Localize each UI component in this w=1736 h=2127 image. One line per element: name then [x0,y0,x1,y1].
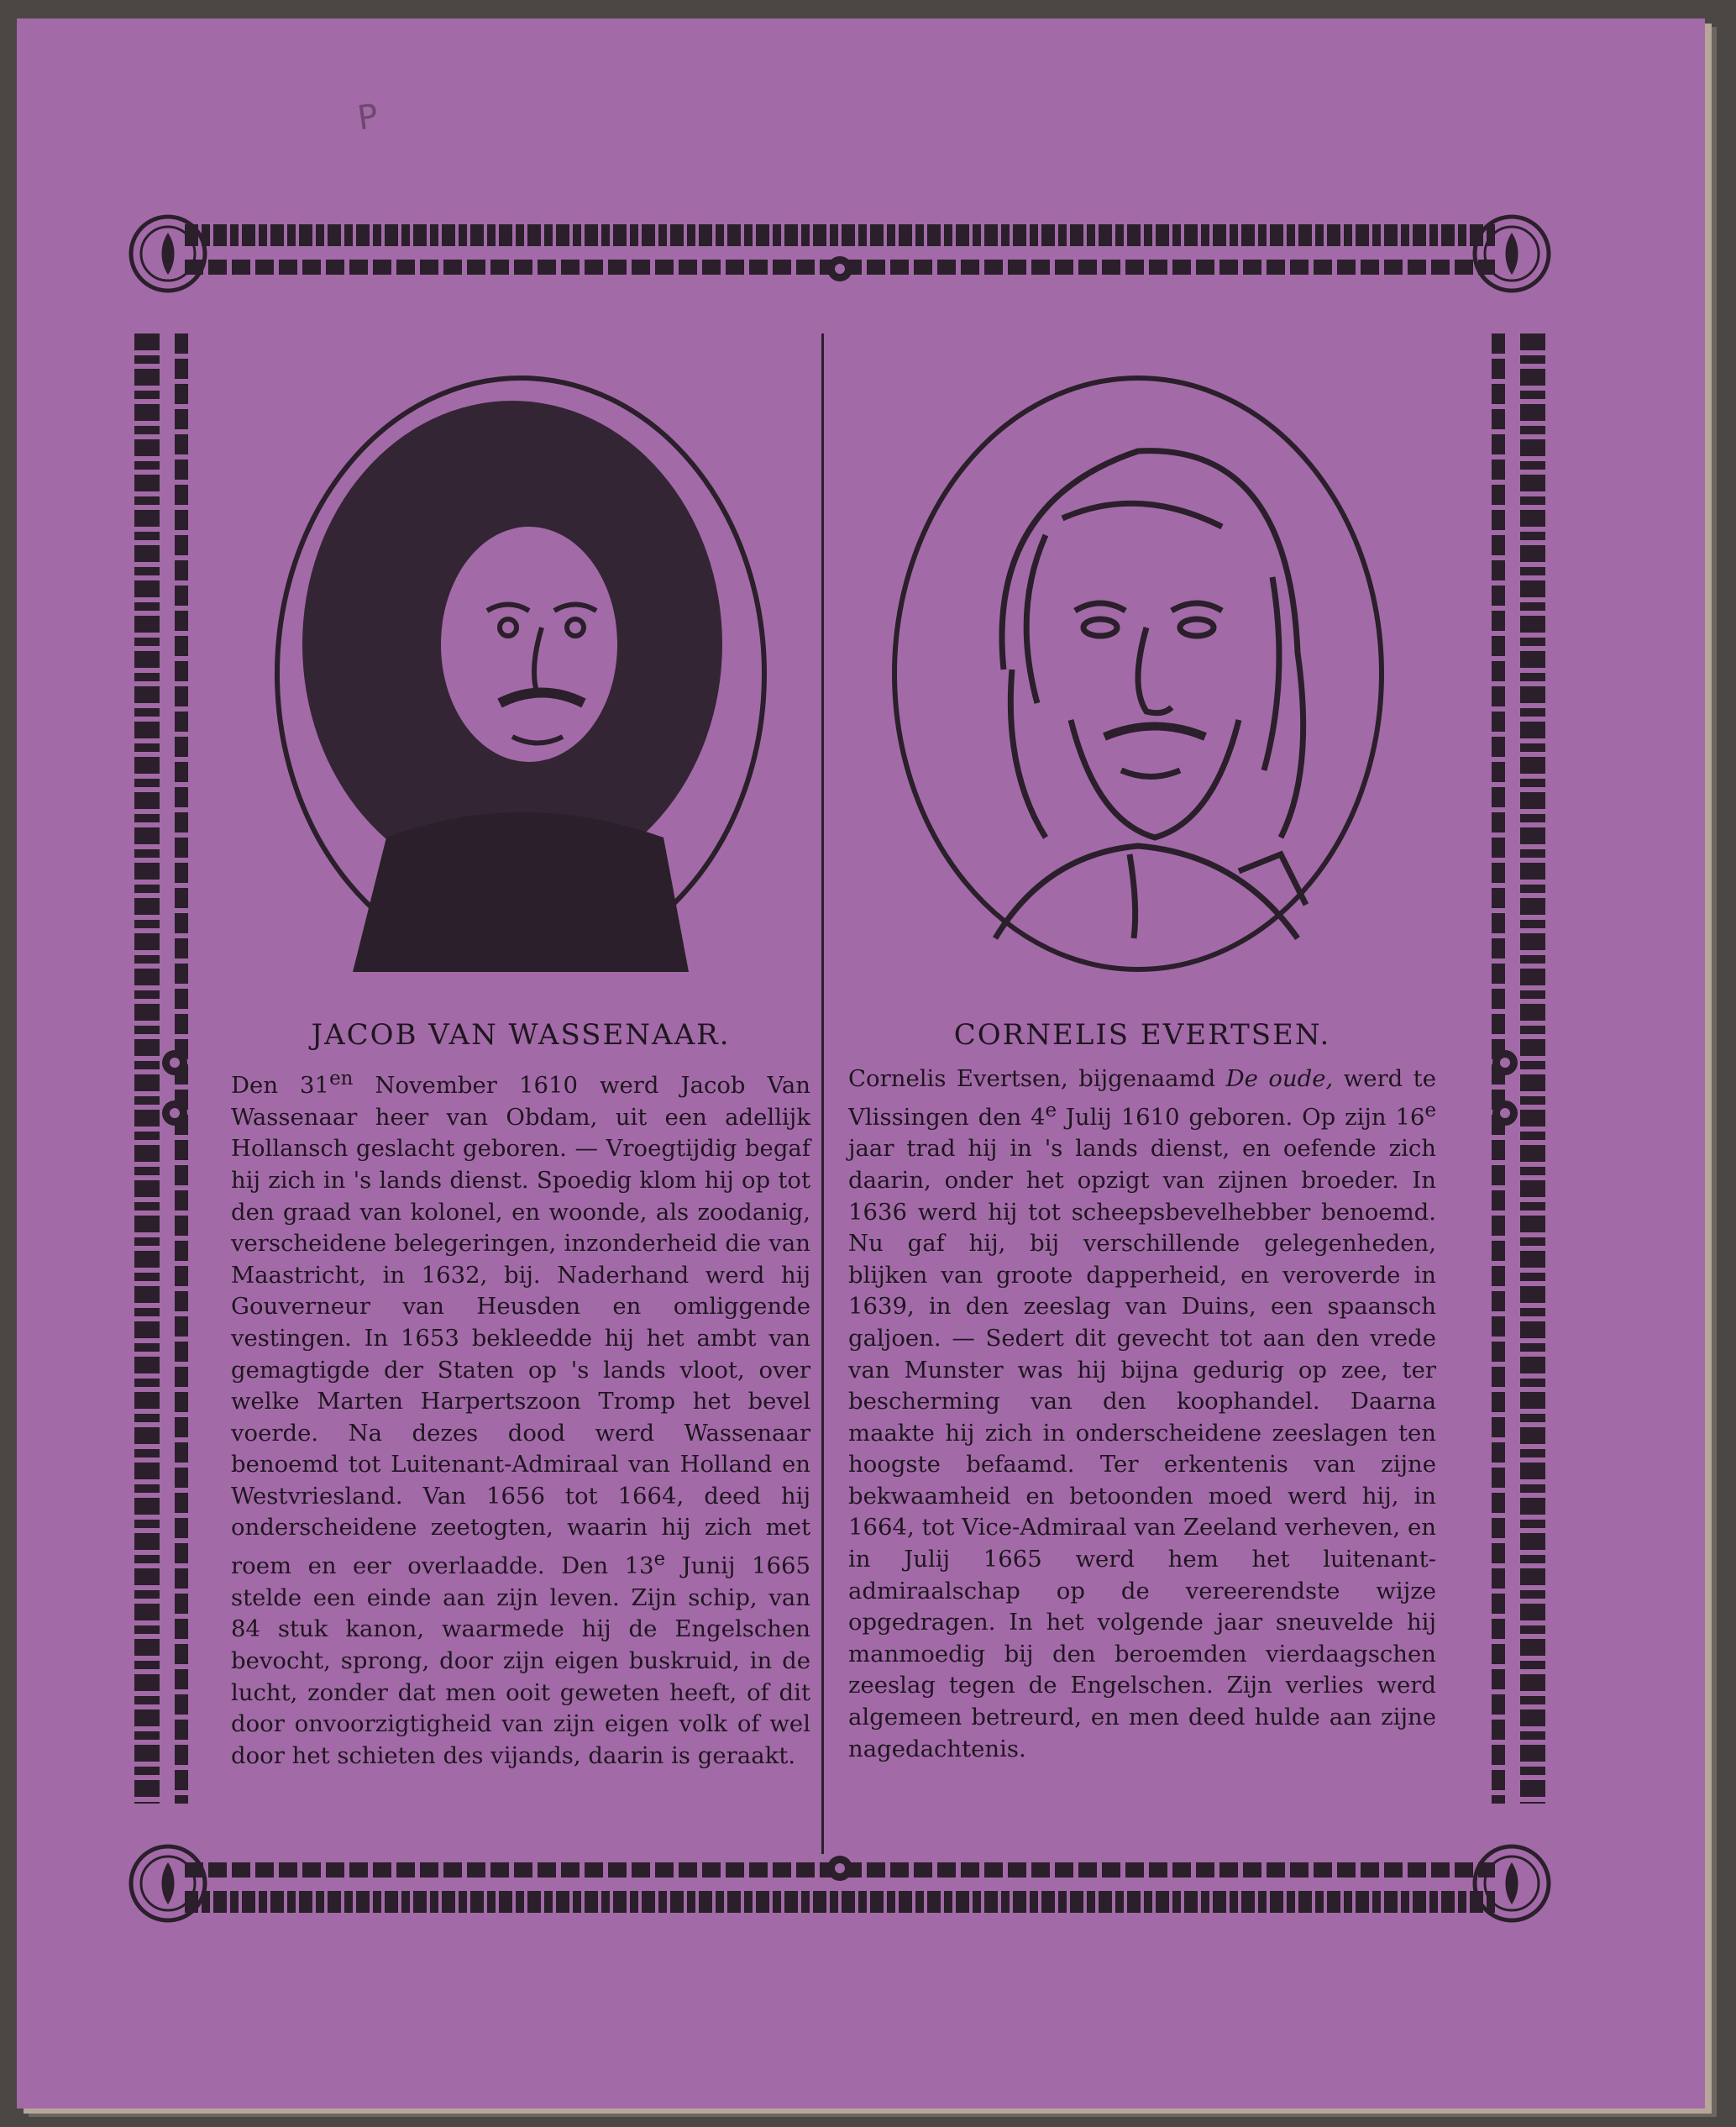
portrait-wassenaar [260,367,781,980]
bio-superscript: e [1045,1099,1057,1121]
bio-superscript: e [653,1548,666,1571]
corner-medallion-icon [126,212,210,296]
heading-wassenaar: JACOB VAN WASSENAAR. [311,1018,731,1052]
rosette-icon [160,1048,190,1078]
purple-cover-sheet [17,18,1705,2109]
bio-text: werd te Vlissingen den 4 [848,1065,1437,1131]
bio-column-wassenaar [231,1018,810,1772]
bio-italic: De oude, [1225,1065,1334,1092]
corner-medallion-icon [1470,1841,1554,1925]
corner-medallion-icon [126,1841,210,1925]
pencil-mark: P [354,97,381,139]
heading-evertsen: CORNELIS EVERTSEN. [953,1018,1331,1052]
rosette-icon [825,254,855,284]
border-right [1520,333,1545,1804]
border-left [134,333,160,1804]
rosette-icon [825,1853,855,1883]
bio-superscript: en [329,1068,354,1090]
bio-text: jaar trad hij in 's lands dienst, en oefende zich daarin, onder het opzigt van zijnen broeder. In 1636 werd hij tot scheepsbevelhebber benoemd. Nu gaf hij, bij verschillende gelegenheden, blijken van groote dapperheid, en veroverde in 1639, in den zeeslag van Duins, een spaansch galjoen. — Sedert dit gevecht tot aan den vrede van Munster was hij bijna gedurig op zee, ter bescherming van den koophandel. Daarna maakte hij zich in onderscheidene zeeslagen ten hoogste befaamd. Ter erkentenis van zijne bekwaamheid en betoonden moed werd hij, in 1664, tot Vice-Admiraal van Zeeland verheven, en in Julij 1665 werd hem het luitenant-admiraalschap op de vereerendste wijze opgedragen. In het volgende jaar sneuvelde hij manmoedig bij den beroemden vierdaagschen zeeslag tegen de Engelschen. Zijn verlies werd algemeen betreurd, en men deed hulde aan zijne nagedachtenis. [848,1135,1436,1762]
border-top [185,224,1495,246]
bio-column-evertsen [848,1018,1436,1765]
rosette-icon [160,1098,190,1128]
bio-text: Junij 1665 stelde een einde aan zijn leven. Zijn schip, van 84 stuk kanon, waarmede hij de Engelschen bevocht, sprong, door zijn eigen buskruid, in de lucht, zonder dat men ooit geweten heeft, of dit door onvoorzigtigheid van zijn eigen volk of wel door het schieten des vijands, daarin is geraakt. [231,1552,810,1769]
bio-evertsen [848,1064,1436,1765]
column-divider [821,333,824,1854]
bio-text: Cornelis Evertsen, bijgenaamd [848,1065,1226,1092]
bio-text: Den 31 [231,1072,330,1100]
corner-medallion-icon [1470,212,1554,296]
rosette-icon [1490,1098,1520,1128]
bio-superscript: e [1424,1099,1436,1121]
portrait-evertsen [878,367,1398,980]
ornamental-frame [118,207,1562,1930]
rosette-icon [1490,1048,1520,1078]
bio-wassenaar [231,1064,810,1772]
border-bottom [185,1891,1495,1913]
bio-text: November 1610 werd Jacob Van Wassenaar heer van Obdam, uit een adellijk Hollansch geslacht geboren. — Vroegtijdig begaf hij zich in 's lands dienst. Spoedig klom hij op tot den graad van kolonel, en woonde, als zoodanig, verscheidene belegeringen, inzonderheid die van Maastricht, in 1632, bij. Naderhand werd hij Gouverneur van Heusden en omliggende vestingen. In 1653 bekleedde hij het ambt van gemagtigde der Staten op 's lands vloot, over welke Marten Harpertszoon Tromp het bevel voerde. Na dezes dood werd Wassenaar benoemd tot Luitenant-Admiraal van Holland en Westvriesland. Van 1656 tot 1664, deed hij onderscheidene zeetogten, waarin hij zich met roem en eer overlaadde. Den 13 [231,1072,810,1580]
bio-text: Julij 1610 geboren. Op zijn 16 [1057,1103,1425,1131]
